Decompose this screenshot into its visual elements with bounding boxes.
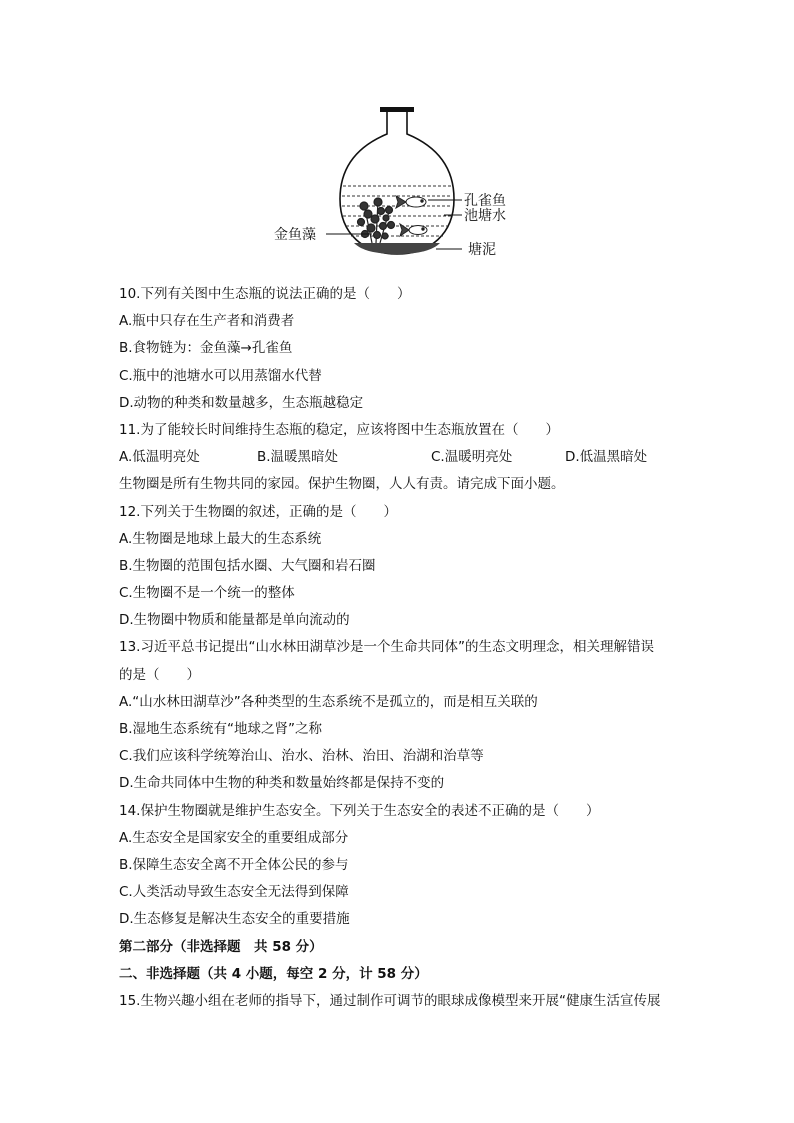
question-content — [119, 281, 679, 1015]
question-11-options — [119, 444, 679, 471]
question-11-option-d: D.低温黑暗处 — [565, 449, 648, 466]
bottle-outline — [340, 112, 454, 254]
question-12-option-c: C.生物圈不是一个统一的整体 — [119, 585, 295, 602]
question-11-stem: 11.为了能较长时间维持生态瓶的稳定，应该将图中生态瓶放置在（ ） — [119, 421, 559, 438]
guppy-fish-upper — [396, 196, 426, 208]
question-13-option-c: C.我们应该科学统筹治山、治水、治林、治田、治湖和治草等 — [119, 748, 484, 765]
question-12-option-b: B.生物圈的范围包括水圈、大气圈和岩石圈 — [119, 557, 376, 574]
question-12-option-a: A.生物圈是地球上最大的生态系统 — [119, 530, 322, 547]
question-10-option-b: B.食物链为：金鱼藻→孔雀鱼 — [119, 340, 293, 357]
bottle-stopper — [380, 107, 414, 112]
question-10-option-a: A.瓶中只存在生产者和消费者 — [119, 313, 295, 330]
question-14-option-d: D.生态修复是解决生态安全的重要措施 — [119, 911, 350, 928]
question-14-option-a: A.生态安全是国家安全的重要组成部分 — [119, 829, 349, 846]
section-two-heading: 二、非选择题（共 4 小题，每空 2 分，计 58 分） — [119, 965, 428, 982]
label-guppy: 孔雀鱼 — [464, 193, 506, 209]
part-two-heading: 第二部分（非选择题 共 58 分） — [119, 938, 323, 955]
question-10-stem: 10.下列有关图中生态瓶的说法正确的是（ ） — [119, 286, 411, 302]
guppy-fish-lower — [400, 224, 427, 236]
question-10-option-c: C.瓶中的池塘水可以用蒸馏水代替 — [119, 367, 322, 384]
ecological-bottle-figure — [260, 96, 540, 266]
question-11-option-a: A.低温明亮处 — [119, 449, 200, 466]
question-14-option-b: B.保障生态安全离不开全体公民的参与 — [119, 856, 349, 873]
label-pond-water: 池塘水 — [464, 208, 506, 224]
question-12-stem: 12.下列关于生物圈的叙述，正确的是（ ） — [119, 503, 397, 520]
label-pond-mud: 塘泥 — [468, 242, 496, 258]
question-13-stem-line1: 13.习近平总书记提出“山水林田湖草沙是一个生命共同体”的生态文明理念，相关理解错误 — [119, 639, 654, 656]
question-13-option-d: D.生命共同体中生物的种类和数量始终都是保持不变的 — [119, 775, 445, 792]
question-11-option-c: C.温暖明亮处 — [431, 449, 513, 466]
label-hornwort: 金鱼藻 — [274, 227, 316, 243]
question-14-option-c: C.人类活动导致生态安全无法得到保障 — [119, 884, 349, 901]
question-10-option-d: D.动物的种类和数量越多，生态瓶越稳定 — [119, 394, 364, 411]
question-12-option-d: D.生物圈中物质和能量都是单向流动的 — [119, 612, 350, 629]
question-13-option-b: B.湿地生态系统有“地球之肾”之称 — [119, 721, 323, 737]
question-13-option-a: A.“山水林田湖草沙”各种类型的生态系统不是孤立的，而是相互关联的 — [119, 693, 538, 710]
passage-intro: 生物圈是所有生物共同的家园。保护生物圈，人人有责。请完成下面小题。 — [119, 476, 565, 493]
question-11-option-b: B.温暖黑暗处 — [257, 449, 339, 466]
pond-mud — [354, 243, 440, 254]
question-15-stem: 15.生物兴趣小组在老师的指导下，通过制作可调节的眼球成像模型来开展“健康生活宣传展 — [119, 992, 661, 1009]
question-13-stem-line2: 的是（ ） — [119, 666, 200, 683]
question-14-stem: 14.保护生物圈就是维护生态安全。下列关于生态安全的表述不正确的是（ ） — [119, 802, 600, 819]
